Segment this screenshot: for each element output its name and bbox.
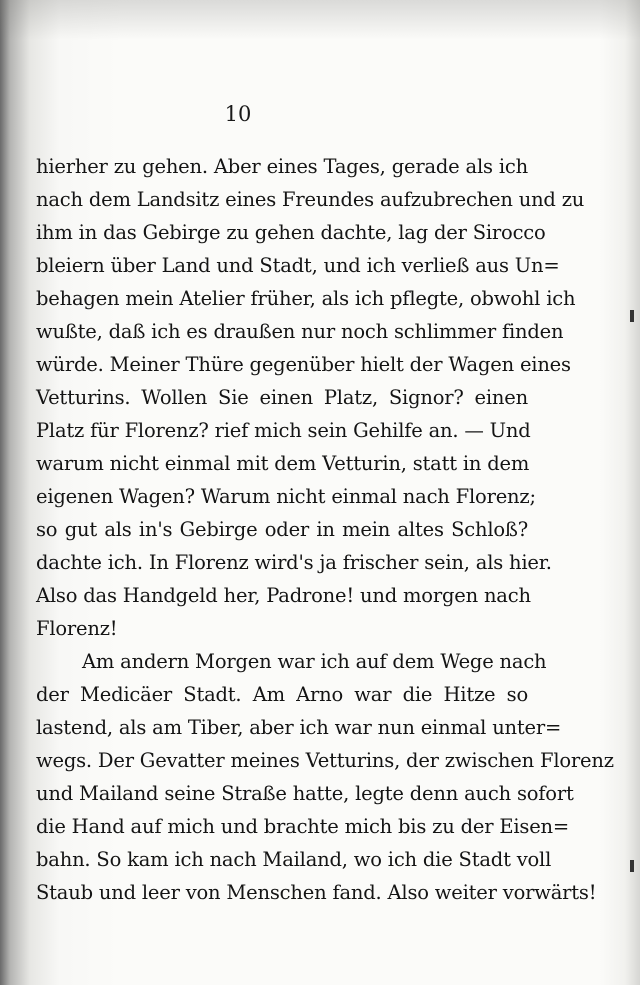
text-line: bahn. So kam ich nach Mailand, wo ich die Stadt voll [36,848,552,871]
text-line: der Medicäer Stadt. Am Arno war die Hitze so [36,683,528,706]
text-line: Staub und leer von Menschen fand. Also weiter vorwärts! [36,881,597,904]
text-line: behagen mein Atelier früher, als ich pflegte, obwohl ich [36,287,576,310]
text-line: eigenen Wagen? Warum nicht einmal nach Florenz; [36,485,536,508]
text-line: würde. Meiner Thüre gegenüber hielt der Wagen eines [36,353,571,376]
scan-shadow [0,0,640,40]
text-line: Platz für Florenz? rief mich sein Gehilfe an. — Und [36,419,531,442]
page-number: 10 [224,102,252,126]
text-line: die Hand auf mich und brachte mich bis zu der Eisen= [36,815,570,838]
text-line: warum nicht einmal mit dem Vetturin, statt in dem [36,452,530,475]
text-line: so gut als in's Gebirge oder in mein altes Schloß? [36,518,528,541]
text-line: lastend, als am Tiber, aber ich war nun einmal unter= [36,716,562,739]
text-line: und Mailand seine Straße hatte, legte denn auch sofort [36,782,574,805]
text-line: Vetturins. Wollen Sie einen Platz, Signor? einen [36,386,528,409]
body-text [36,150,614,909]
text-line: wußte, daß ich es draußen nur noch schlimmer finden [36,320,564,343]
text-line: Florenz! [36,617,118,640]
text-line: hierher zu gehen. Aber eines Tages, gerade als ich [36,155,528,178]
margin-mark [630,860,634,872]
text-line: nach dem Landsitz eines Freundes aufzubrechen und zu [36,188,585,211]
text-line: wegs. Der Gevatter meines Vetturins, der zwischen Florenz [36,749,614,772]
text-line: ihm in das Gebirge zu gehen dachte, lag der Sirocco [36,221,546,244]
text-line: dachte ich. In Florenz wird's ja frischer sein, als hier. [36,551,552,574]
margin-mark [630,310,634,322]
text-line: Am andern Morgen war ich auf dem Wege nach [82,650,547,673]
text-line: Also das Handgeld her, Padrone! und morgen nach [36,584,531,607]
text-line: bleiern über Land und Stadt, und ich verließ aus Un= [36,254,560,277]
